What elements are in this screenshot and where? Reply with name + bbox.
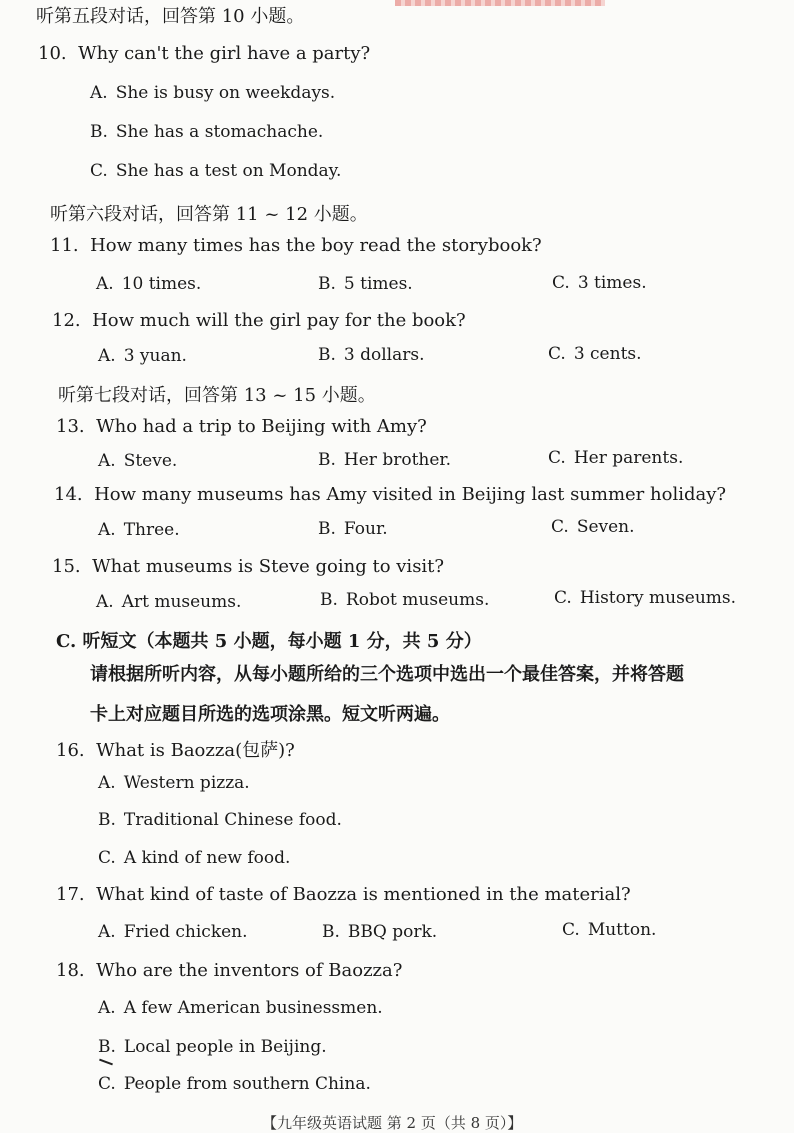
option-18-b: [98, 1037, 327, 1057]
question-17: [56, 884, 631, 905]
question-text: Who had a trip to Beijing with Amy?: [96, 416, 427, 437]
option-text: 10 times.: [121, 274, 202, 294]
option-text: History museums.: [579, 588, 737, 608]
option-15-b: [320, 590, 489, 610]
question-text: Who are the inventors of Baozza?: [96, 960, 403, 981]
question-number: 17.: [56, 884, 85, 905]
question-text: How many museums has Amy visited in Beijing last summer holiday?: [94, 484, 727, 505]
option-15-c: [554, 588, 736, 608]
option-text: She is busy on weekdays.: [115, 83, 336, 103]
option-11-c: [552, 273, 647, 293]
option-letter: A.: [98, 520, 116, 540]
part-c-instruction-line-1: 请根据所听内容，从每小题所给的三个选项中选出一个最佳答案，并将答题: [90, 664, 684, 685]
option-16-b: [98, 810, 342, 830]
section-heading-7: 听第七段对话，回答第 13 ~ 15 小题。: [58, 385, 376, 406]
option-text: Her parents.: [573, 448, 684, 468]
option-13-b: [318, 450, 451, 470]
option-13-a: [98, 451, 177, 471]
option-letter: A.: [98, 451, 116, 471]
option-12-b: [318, 345, 425, 365]
option-text: Steve.: [123, 451, 178, 471]
option-letter: C.: [562, 920, 580, 940]
page-footer: 【九年级英语试题 第 2 页（共 8 页）】: [262, 1114, 523, 1132]
part-c-instruction-line-2: 卡上对应题目所选的选项涂黑。短文听两遍。: [90, 704, 450, 725]
option-letter: A.: [98, 773, 116, 793]
question-text: How much will the girl pay for the book?: [92, 310, 466, 331]
option-letter: C.: [552, 273, 570, 293]
option-letter: B.: [320, 590, 338, 610]
option-letter: B.: [98, 1037, 116, 1057]
question-number: 15.: [52, 556, 81, 577]
option-text: People from southern China.: [123, 1074, 371, 1094]
question-number: 18.: [56, 960, 85, 981]
option-letter: A.: [98, 922, 116, 942]
option-13-c: [548, 448, 683, 468]
option-letter: A.: [96, 592, 114, 612]
question-number: 12.: [52, 310, 81, 331]
option-text: 5 times.: [343, 274, 413, 294]
option-letter: C.: [548, 344, 566, 364]
option-15-a: [96, 592, 241, 612]
question-10: [38, 43, 370, 64]
option-17-b: [322, 922, 437, 942]
option-16-a: [98, 773, 250, 793]
option-11-a: [96, 274, 201, 294]
option-letter: B.: [318, 345, 336, 365]
option-letter: B.: [318, 519, 336, 539]
option-text: Local people in Beijing.: [123, 1037, 327, 1057]
question-text: What kind of taste of Baozza is mentioned in the material?: [96, 884, 631, 905]
option-letter: B.: [90, 122, 108, 142]
option-letter: B.: [322, 922, 340, 942]
question-11: [50, 235, 542, 256]
option-text: Traditional Chinese food.: [123, 810, 342, 830]
option-text: 3 cents.: [573, 344, 642, 364]
option-text: Her brother.: [343, 450, 452, 470]
option-letter: C.: [98, 1074, 116, 1094]
option-letter: C.: [551, 517, 569, 537]
option-text: 3 yuan.: [123, 346, 187, 366]
option-12-a: [98, 346, 187, 366]
section-heading-6: 听第六段对话，回答第 11 ~ 12 小题。: [50, 204, 368, 225]
option-letter: C.: [554, 588, 572, 608]
option-letter: B.: [318, 450, 336, 470]
option-text: Three.: [123, 520, 180, 540]
question-13: [56, 416, 427, 437]
option-letter: C.: [98, 848, 116, 868]
option-letter: B.: [98, 810, 116, 830]
option-text: Art museums.: [121, 592, 242, 612]
option-text: She has a stomachache.: [115, 122, 324, 142]
option-14-a: [98, 520, 180, 540]
option-text: A kind of new food.: [123, 848, 291, 868]
option-17-c: [562, 920, 656, 940]
option-18-c: [98, 1074, 371, 1094]
option-text: She has a test on Monday.: [115, 161, 342, 181]
option-letter: A.: [98, 998, 116, 1018]
pencil-mark: [99, 1059, 113, 1066]
section-heading-5: 听第五段对话，回答第 10 小题。: [36, 6, 305, 27]
option-11-b: [318, 274, 413, 294]
option-text: BBQ pork.: [347, 922, 438, 942]
question-text: What is Baozza(包萨)?: [96, 740, 295, 761]
option-letter: A.: [90, 83, 108, 103]
option-letter: A.: [96, 274, 114, 294]
red-header-mark: [395, 0, 605, 6]
question-number: 13.: [56, 416, 85, 437]
option-text: Mutton.: [587, 920, 657, 940]
question-text: How many times has the boy read the storybook?: [90, 235, 542, 256]
option-letter: A.: [98, 346, 116, 366]
option-10-a: [90, 83, 335, 103]
question-16: [56, 736, 295, 762]
option-12-c: [548, 344, 642, 364]
option-10-c: [90, 161, 341, 181]
question-12: [52, 310, 466, 331]
option-16-c: [98, 848, 290, 868]
option-text: 3 times.: [577, 273, 647, 293]
option-14-b: [318, 519, 388, 539]
option-letter: B.: [318, 274, 336, 294]
part-c-heading: C. 听短文（本题共 5 小题，每小题 1 分，共 5 分）: [56, 631, 482, 652]
option-text: Fried chicken.: [123, 922, 248, 942]
question-15: [52, 556, 444, 577]
option-text: 3 dollars.: [343, 345, 425, 365]
question-number: 16.: [56, 740, 85, 761]
option-text: Seven.: [576, 517, 635, 537]
option-text: Four.: [343, 519, 388, 539]
question-number: 14.: [54, 484, 83, 505]
question-number: 11.: [50, 235, 79, 256]
question-14: [54, 484, 726, 505]
question-text: What museums is Steve going to visit?: [92, 556, 445, 577]
option-14-c: [551, 517, 635, 537]
option-letter: C.: [548, 448, 566, 468]
option-10-b: [90, 122, 323, 142]
question-18: [56, 960, 402, 981]
option-18-a: [98, 998, 383, 1018]
option-text: Western pizza.: [123, 773, 250, 793]
option-letter: C.: [90, 161, 108, 181]
question-number: 10.: [38, 43, 67, 64]
option-17-a: [98, 922, 248, 942]
option-text: Robot museums.: [345, 590, 490, 610]
option-text: A few American businessmen.: [123, 998, 383, 1018]
question-text: Why can't the girl have a party?: [78, 43, 371, 64]
